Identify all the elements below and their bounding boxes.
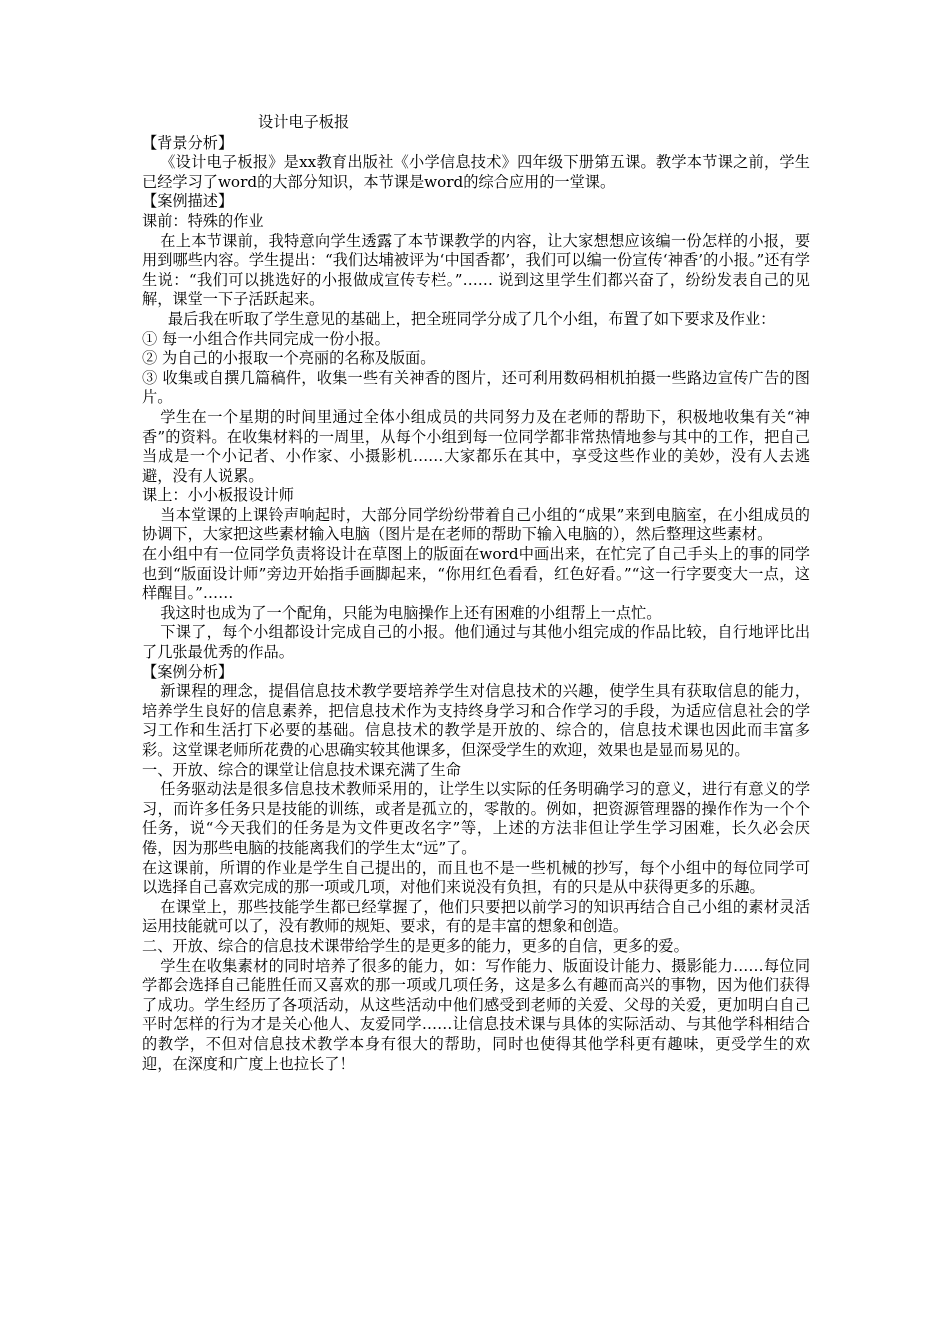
paragraph: 最后我在听取了学生意见的基础上，把全班同学分成了几个小组，布置了如下要求及作业： — [167, 309, 776, 328]
paragraph: 在课堂上，那些技能学生都已经掌握了，他们只要把以前学习的知识再结合自己小组的素材灵活运用技能就可以了，没有教师的规矩、要求，有的是丰富的想象和创造。 — [142, 897, 810, 936]
section-heading-background: 【背景分析】 — [142, 133, 234, 152]
subheading-in-class: 课上：小小板报设计师 — [142, 486, 294, 505]
paragraph: 我这时也成为了一个配角，只能为电脑操作上还有困难的小组帮上一点忙。 — [160, 603, 662, 622]
paragraph: 《设计电子板报》是xx教育出版社《小学信息技术》四年级下册第五课。教学本节课之前，学生已经学习了word的大部分知识，本节课是word的综合应用的一堂课。 — [142, 153, 810, 191]
list-item: ① 每一小组合作共同完成一份小报。 — [142, 329, 390, 348]
section-heading-case-description: 【案例描述】 — [142, 192, 234, 211]
paragraph: 任务驱动法是很多信息技术教师采用的，让学生以实际的任务明确学习的意义，进行有意义的学习，而许多任务只是技能的训练，或者是孤立的，零散的。例如，把资源管理器的操作作为一个个任务，说“今天我们的任务是为文件更改名字”等，上述的方法非但让学生学习困难，长久必会厌倦，因为那些电脑的技能离我们的学生太“远”了。 — [142, 780, 810, 857]
paragraph: 学生在收集素材的同时培养了很多的能力，如：写作能力、版面设计能力、摄影能力……每位同学都会选择自己能胜任而又喜欢的那一项或几项任务，这是多么有趣而高兴的事物，因为他们获得了成功。学生经历了各项活动，从这些活动中他们感受到老师的关爱、父母的关爱，更加明白自己平时怎样的行为才是关心他人、友爱同学……让信息技术课与具体的实际活动、与其他学科相结合的教学，不但对信息技术教学本身有很大的帮助，同时也使得其他学科更有趣味，更受学生的欢迎，在深度和广度上也拉长了！ — [142, 956, 810, 1073]
paragraph: 在上本节课前，我特意向学生透露了本节课教学的内容，让大家想想应该编一份怎样的小报，要用到哪些内容。学生提出：“我们达埔被评为‘中国香都’，我们可以编一份宣传‘神香’的小报。”还有学生说：“我们可以挑选好的小报做成宣传专栏。”…… 说到这里学生们都兴奋了，纷纷发表自己的见解，课堂一下子活跃起来。 — [142, 231, 810, 309]
subheading-part-one: 一、开放、综合的课堂让信息技术课充满了生命 — [142, 760, 461, 779]
list-item: ② 为自己的小报取一个亮丽的名称及版面。 — [142, 349, 436, 368]
paragraph: 下课了，每个小组都设计完成自己的小报。他们通过与其他小组完成的作品比较，自行地评比出了几张最优秀的作品。 — [142, 623, 810, 662]
paragraph: 学生在一个星期的时间里通过全体小组成员的共同努力及在老师的帮助下，积极地收集有关“神香”的资料。在收集材料的一周里，从每个小组到每一位同学都非常热情地参与其中的工作，把自己当成是一个小记者、小作家、小摄影机……大家都乐在其中，享受这些作业的美妙，没有人去逃避，没有人说累。 — [142, 407, 810, 485]
paragraph: 在这课前，所谓的作业是学生自己提出的，而且也不是一些机械的抄写，每个小组中的每位同学可以选择自己喜欢完成的那一项或几项，对他们来说没有负担，有的只是从中获得更多的乐趣。 — [142, 858, 810, 897]
paragraph: 在小组中有一位同学负责将设计在草图上的版面在word中画出来，在忙完了自己手头上的事的同学也到“版面设计师”旁边开始指手画脚起来，“你用红色看看，红色好看。”“这一行字要变大一点，这样醒目。”…… — [142, 545, 810, 603]
document-page — [142, 113, 810, 1074]
list-item: ③ 收集或自撰几篇稿件，收集一些有关神香的图片，还可利用数码相机拍摄一些路边宣传广告的图片。 — [142, 368, 810, 407]
document-title: 设计电子板报 — [258, 113, 350, 131]
subheading-part-two: 二、开放、综合的信息技术课带给学生的是更多的能力，更多的自信，更多的爱。 — [142, 936, 689, 955]
subheading-before-class: 课前：特殊的作业 — [142, 211, 264, 230]
section-heading-case-analysis: 【案例分析】 — [142, 662, 234, 681]
paragraph: 当本堂课的上课铃声响起时，大部分同学纷纷带着自己小组的“成果”来到电脑室，在小组成员的协调下，大家把这些素材输入电脑（图片是在老师的帮助下输入电脑的），然后整理这些素材。 — [142, 505, 810, 544]
paragraph: 新课程的理念，提倡信息技术教学要培养学生对信息技术的兴趣，使学生具有获取信息的能力，培养学生良好的信息素养，把信息技术作为支持终身学习和合作学习的手段，为适应信息社会的学习工作和生活打下必要的基础。信息技术的教学是开放的、综合的，信息技术课也因此而丰富多彩。这堂课老师所花费的心思确实较其他课多，但深受学生的欢迎，效果也是显而易见的。 — [142, 682, 810, 759]
